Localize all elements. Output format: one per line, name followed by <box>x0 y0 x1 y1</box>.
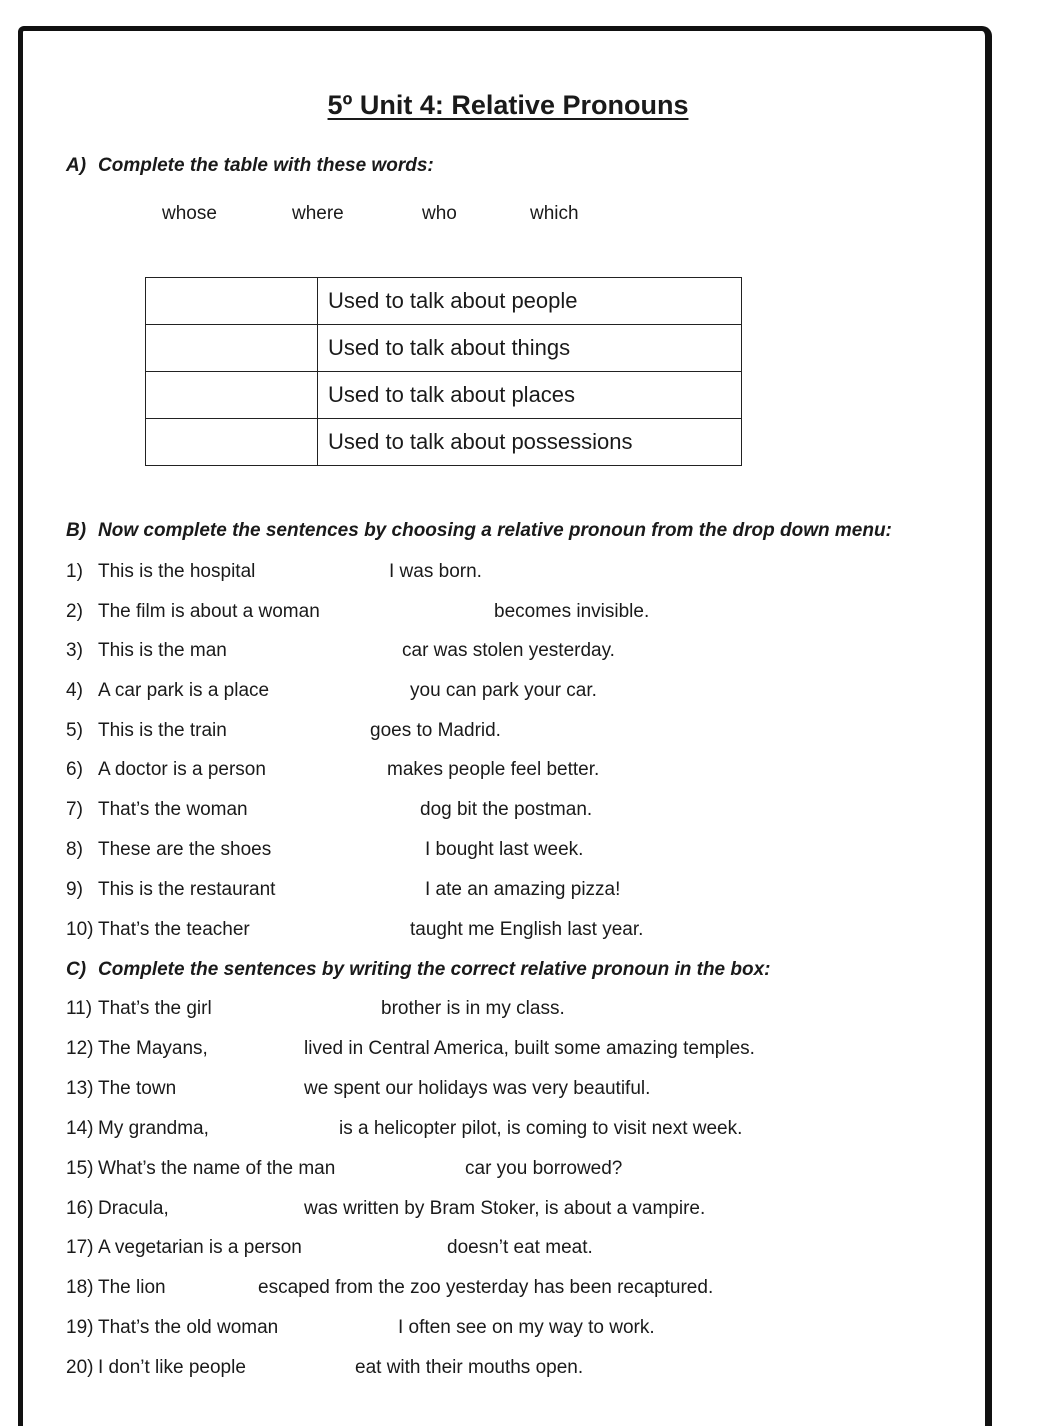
answer-cell-people[interactable] <box>146 278 318 325</box>
section-a-letter: A) <box>66 155 87 176</box>
table-row <box>146 372 742 419</box>
word-bank-item: whose <box>162 203 217 224</box>
sentence-start: This is the train <box>98 720 227 741</box>
sentence-start: A car park is a place <box>98 680 270 701</box>
section-c-letter: C) <box>66 959 87 980</box>
section-c-heading <box>66 959 771 981</box>
sentence-number: 5) <box>66 720 83 741</box>
sentence-start: The lion <box>98 1277 166 1298</box>
sentence-item <box>66 1038 755 1064</box>
description-cell: Used to talk about people <box>318 278 742 325</box>
sentence-item <box>66 601 650 627</box>
section-b-letter: B) <box>66 520 87 541</box>
sentence-start: That’s the teacher <box>98 919 250 940</box>
sentence-number: 3) <box>66 640 83 661</box>
description-cell: Used to talk about places <box>318 372 742 419</box>
sentence-number: 2) <box>66 601 83 622</box>
sentence-number: 7) <box>66 799 83 820</box>
sentence-end: dog bit the postman. <box>420 799 593 820</box>
sentence-start: That’s the old woman <box>98 1317 279 1338</box>
sentence-end: I bought last week. <box>425 839 584 860</box>
sentence-number: 17) <box>66 1237 94 1258</box>
sentence-number: 16) <box>66 1198 94 1219</box>
table-row <box>146 325 742 372</box>
page-title: 5º Unit 4: Relative Pronouns <box>327 90 689 120</box>
sentence-end: was written by Bram Stoker, is about a vampire. <box>304 1198 706 1219</box>
sentence-start: These are the shoes <box>98 839 272 860</box>
sentence-item <box>66 1357 584 1383</box>
sentence-start: That’s the woman <box>98 799 248 820</box>
word-bank <box>0 203 1048 231</box>
sentence-end: I often see on my way to work. <box>398 1317 655 1338</box>
sentence-start: This is the hospital <box>98 561 256 582</box>
sentence-end: I ate an amazing pizza! <box>425 879 621 900</box>
word-bank-item: which <box>530 203 579 224</box>
sentence-end: doesn’t eat meat. <box>447 1237 593 1258</box>
sentence-item <box>66 1198 706 1224</box>
sentence-number: 15) <box>66 1158 94 1179</box>
section-b-instruction: Now complete the sentences by choosing a relative pronoun from the drop down menu: <box>98 520 892 541</box>
sentence-start: What’s the name of the man <box>98 1158 336 1179</box>
sentence-start: Dracula, <box>98 1198 169 1219</box>
sentence-number: 12) <box>66 1038 94 1059</box>
sentence-end: car was stolen yesterday. <box>402 640 615 661</box>
sentence-item <box>66 919 644 945</box>
sentence-number: 19) <box>66 1317 94 1338</box>
sentence-number: 11) <box>66 998 93 1019</box>
sentence-end: car you borrowed? <box>465 1158 623 1179</box>
sentence-end: becomes invisible. <box>494 601 650 622</box>
sentence-number: 8) <box>66 839 83 860</box>
sentence-end: lived in Central America, built some amazing temples. <box>304 1038 755 1059</box>
sentence-item <box>66 1118 743 1144</box>
sentence-start: A vegetarian is a person <box>98 1237 302 1258</box>
sentence-start: I don’t like people <box>98 1357 246 1378</box>
sentence-number: 4) <box>66 680 83 701</box>
sentence-end: we spent our holidays was very beautiful. <box>304 1078 651 1099</box>
sentence-end: goes to Madrid. <box>370 720 501 741</box>
sentence-start: The Mayans, <box>98 1038 208 1059</box>
section-b-heading <box>66 520 892 542</box>
sentence-item <box>66 1158 623 1184</box>
description-cell: Used to talk about possessions <box>318 419 742 466</box>
sentence-number: 14) <box>66 1118 94 1139</box>
sentence-number: 1) <box>66 561 83 582</box>
sentence-item <box>66 1078 651 1104</box>
sentence-item <box>66 640 615 666</box>
table-row <box>146 278 742 325</box>
section-a-heading <box>66 155 434 177</box>
sentence-item <box>66 879 621 905</box>
sentence-end: eat with their mouths open. <box>355 1357 584 1378</box>
section-c-instruction: Complete the sentences by writing the correct relative pronoun in the box: <box>98 959 771 980</box>
sentence-item <box>66 680 597 706</box>
sentence-number: 6) <box>66 759 83 780</box>
sentence-end: taught me English last year. <box>410 919 644 940</box>
sentence-start: That’s the girl <box>98 998 212 1019</box>
sentence-start: A doctor is a person <box>98 759 266 780</box>
sentence-item <box>66 839 584 865</box>
sentence-item <box>66 998 565 1024</box>
sentence-number: 18) <box>66 1277 94 1298</box>
sentence-number: 13) <box>66 1078 94 1099</box>
sentence-start: The film is about a woman <box>98 601 320 622</box>
usage-table <box>145 277 742 466</box>
sentence-end: is a helicopter pilot, is coming to visit next week. <box>339 1118 743 1139</box>
sentence-number: 9) <box>66 879 83 900</box>
sentence-start: This is the restaurant <box>98 879 276 900</box>
sentence-start: The town <box>98 1078 177 1099</box>
table-row <box>146 419 742 466</box>
sentence-end: you can park your car. <box>410 680 597 701</box>
sentence-number: 10) <box>66 919 94 940</box>
sentence-number: 20) <box>66 1357 94 1378</box>
sentence-item <box>66 720 501 746</box>
sentence-item <box>66 799 593 825</box>
sentence-end: escaped from the zoo yesterday has been recaptured. <box>258 1277 714 1298</box>
sentence-end: makes people feel better. <box>387 759 600 780</box>
section-a-instruction: Complete the table with these words: <box>98 155 434 176</box>
answer-cell-possessions[interactable] <box>146 419 318 466</box>
sentence-item <box>66 1237 593 1263</box>
word-bank-item: who <box>422 203 457 224</box>
sentence-start: My grandma, <box>98 1118 209 1139</box>
word-bank-item: where <box>292 203 344 224</box>
sentence-item <box>66 1277 714 1303</box>
answer-cell-places[interactable] <box>146 372 318 419</box>
sentence-item <box>66 561 482 587</box>
description-cell: Used to talk about things <box>318 325 742 372</box>
sentence-item <box>66 1317 655 1343</box>
sentence-item <box>66 759 600 785</box>
sentence-end: I was born. <box>389 561 482 582</box>
answer-cell-things[interactable] <box>146 325 318 372</box>
sentence-start: This is the man <box>98 640 227 661</box>
sentence-end: brother is in my class. <box>381 998 565 1019</box>
